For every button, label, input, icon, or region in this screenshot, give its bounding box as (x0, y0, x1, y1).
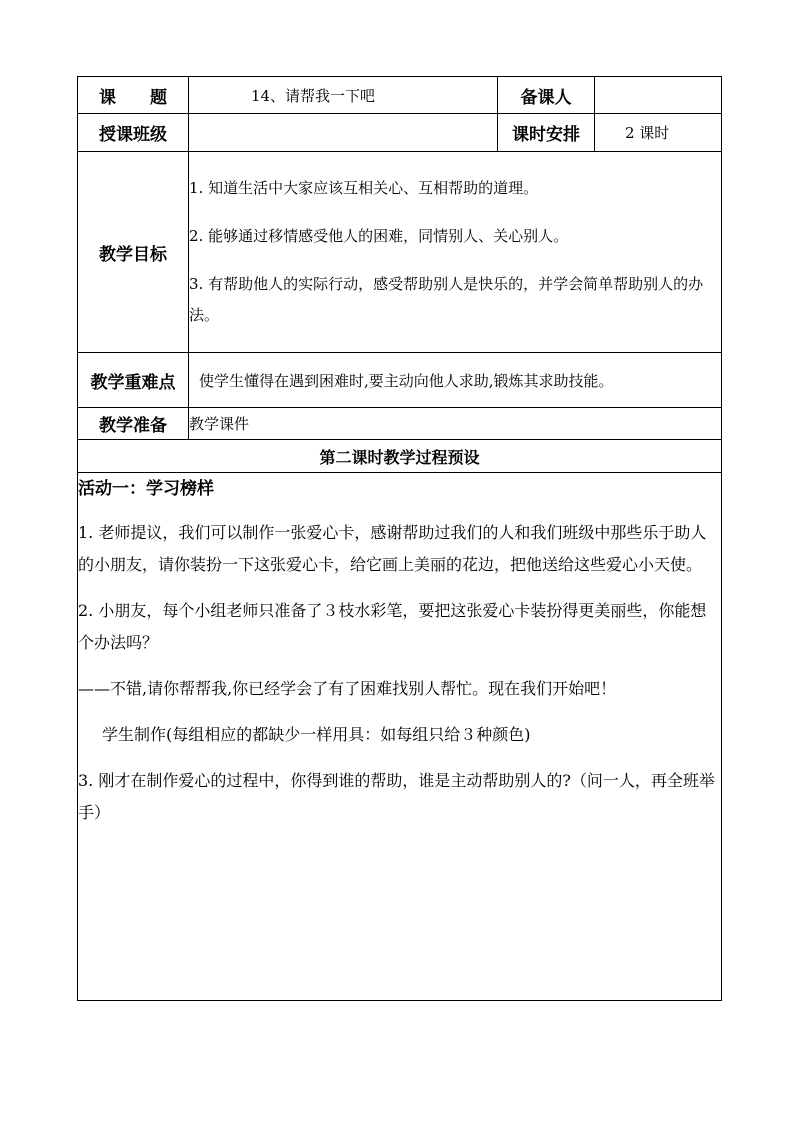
preparer-label: 备课人 (498, 77, 595, 114)
hours-value: 2 课时 (595, 114, 722, 152)
preparer-value (595, 77, 722, 114)
process-body-row (78, 473, 722, 1001)
key-points-label: 教学重难点 (78, 353, 189, 408)
goals-row (78, 152, 722, 353)
process-paragraph: 2. 小朋友，每个小组老师只准备了３枝水彩笔，要把这张爱心卡装扮得更美丽些，你能想个办法吗？ (78, 601, 707, 652)
goals-content (189, 152, 722, 353)
goal-item: 2. 能够通过移情感受他人的困难，同情别人、关心别人。 (189, 227, 569, 245)
class-row (78, 114, 722, 152)
process-body (78, 473, 722, 1001)
topic-value: 14、请帮我一下吧 (189, 77, 498, 114)
lesson-plan-table (77, 76, 722, 1001)
goals-label: 教学目标 (78, 152, 189, 353)
hours-label: 课时安排 (498, 114, 595, 152)
process-paragraph: ——不错,请你帮帮我,你已经学会了有了困难找别人帮忙。现在我们开始吧！ (78, 679, 617, 698)
topic-row (78, 77, 722, 114)
process-heading-row (78, 440, 722, 473)
key-points-value: 使学生懂得在遇到困难时,要主动向他人求助,锻炼其求助技能。 (189, 353, 722, 408)
activity-title: 活动一：学习榜样 (78, 479, 214, 499)
preparation-row (78, 408, 722, 440)
topic-label: 课 题 (78, 77, 189, 114)
key-points-row (78, 353, 722, 408)
goal-item: 3. 有帮助他人的实际行动，感受帮助别人是快乐的，并学会简单帮助别人的办法。 (189, 275, 704, 324)
process-paragraph: 3. 刚才在制作爱心的过程中，你得到谁的帮助，谁是主动帮助别人的?（问一人，再全班举手） (78, 771, 715, 822)
process-paragraph: 1. 老师提议，我们可以制作一张爱心卡，感谢帮助过我们的人和我们班级中那些乐于助人的小朋友，请你装扮一下这张爱心卡，给它画上美丽的花边，把他送给这些爱心小天使。 (78, 523, 707, 574)
process-heading: 第二课时教学过程预设 (78, 440, 722, 473)
process-paragraph: 学生制作(每组相应的都缺少一样用具：如每组只给３种颜色) (102, 725, 531, 744)
preparation-value: 教学课件 (189, 408, 722, 440)
class-label: 授课班级 (78, 114, 189, 152)
goal-item: 1. 知道生活中大家应该互相关心、互相帮助的道理。 (189, 179, 539, 197)
preparation-label: 教学准备 (78, 408, 189, 440)
class-value (189, 114, 498, 152)
